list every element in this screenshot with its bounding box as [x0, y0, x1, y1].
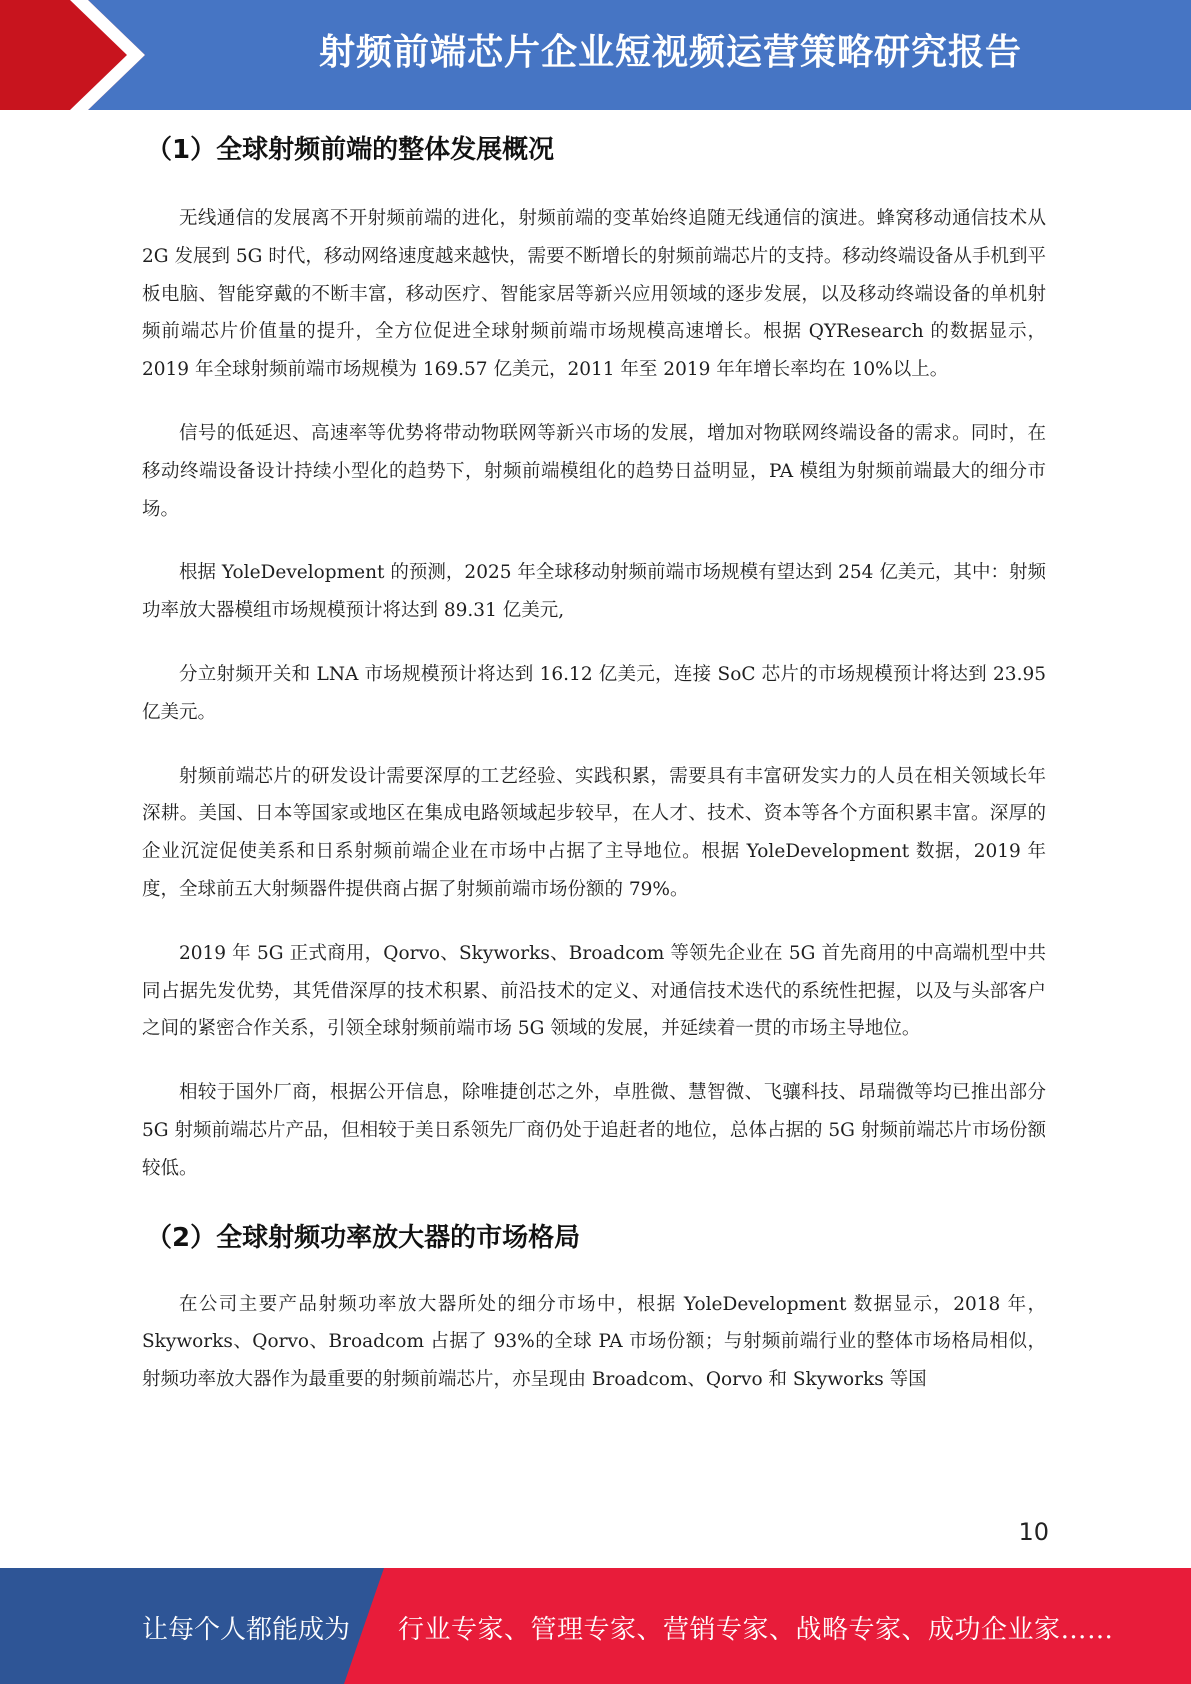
report-title: 射频前端芯片企业短视频运营策略研究报告 [318, 32, 1022, 73]
paragraph: 2019 年 5G 正式商用，Qorvo、Skyworks、Broadcom 等领先企业在 5G 首先商用的中高端机型中共同占据先发优势，其凭借深厚的技术积累、前沿技术的定义、对通信技术迭代的系统性把握，以及与头部客户之间的紧密合作关系，引领全球射频前端市场 5G 领域的发展，并延续着一贯的市场主导地位。 [142, 942, 1046, 1040]
paragraph: 在公司主要产品射频功率放大器所处的细分市场中，根据 YoleDevelopment 数据显示，2018 年，Skyworks、Qorvo、Broadcom 占据了 93%的全球 PA 市场份额；与射频前端行业的整体市场格局相似，射频功率放大器作为最重要的射频前端芯片，亦呈现由 Broadcom、Qorvo 和 Skyworks 等国 [142, 1293, 1046, 1391]
paragraph: 根据 YoleDevelopment 的预测，2025 年全球移动射频前端市场规模有望达到 254 亿美元，其中：射频功率放大器模组市场规模预计将达到 89.31 亿美元, [142, 562, 1046, 622]
section-heading-1: （1）全球射频前端的整体发展概况 [146, 135, 555, 165]
page-header [0, 0, 1191, 110]
paragraph: 信号的低延迟、高速率等优势将带动物联网等新兴市场的发展，增加对物联网终端设备的需求。同时，在移动终端设备设计持续小型化的趋势下，射频前端模组化的趋势日益明显，PA 模组为射频前端最大的细分市场。 [142, 422, 1046, 520]
page-number: 10 [1018, 1518, 1049, 1546]
page-footer [0, 1568, 1191, 1684]
section-heading-2: （2）全球射频功率放大器的市场格局 [146, 1222, 581, 1253]
paragraph: 射频前端芯片的研发设计需要深厚的工艺经验、实践积累，需要具有丰富研发实力的人员在相关领域长年深耕。美国、日本等国家或地区在集成电路领域起步较早，在人才、技术、资本等各个方面积累丰富。深厚的企业沉淀促使美系和日系射频前端企业在市场中占据了主导地位。根据 YoleDevelopment 数据，2019 年度，全球前五大射频器件提供商占据了射频前端市场份额的 79%。 [142, 765, 1046, 900]
footer-slogan-left: 让每个人都能成为 [142, 1615, 351, 1645]
document-body [142, 130, 1046, 1425]
paragraph: 相较于国外厂商，根据公开信息，除唯捷创芯之外，卓胜微、慧智微、飞骧科技、昂瑞微等均已推出部分 5G 射频前端芯片产品，但相较于美日系领先厂商仍处于追赶者的地位，总体占据的 5G 射频前端芯片市场份额较低。 [142, 1082, 1046, 1179]
paragraph: 无线通信的发展离不开射频前端的进化，射频前端的变革始终追随无线通信的演进。蜂窝移动通信技术从 2G 发展到 5G 时代，移动网络速度越来越快，需要不断增长的射频前端芯片的支持。移动终端设备从手机到平板电脑、智能穿戴的不断丰富，移动医疗、智能家居等新兴应用领域的逐步发展，以及移动终端设备的单机射频前端芯片价值量的提升，全方位促进全球射频前端市场规模高速增长。根据 QYResearch 的数据显示，2019 年全球射频前端市场规模为 169.57 亿美元，2011 年至 2019 年年增长率均在 10%以上。 [142, 208, 1046, 381]
header-arrow-decoration [0, 0, 160, 110]
paragraph: 分立射频开关和 LNA 市场规模预计将达到 16.12 亿美元，连接 SoC 芯片的市场规模预计将达到 23.95 亿美元。 [142, 663, 1046, 723]
footer-slogan-right: 行业专家、管理专家、营销专家、战略专家、成功企业家…… [398, 1615, 1114, 1645]
